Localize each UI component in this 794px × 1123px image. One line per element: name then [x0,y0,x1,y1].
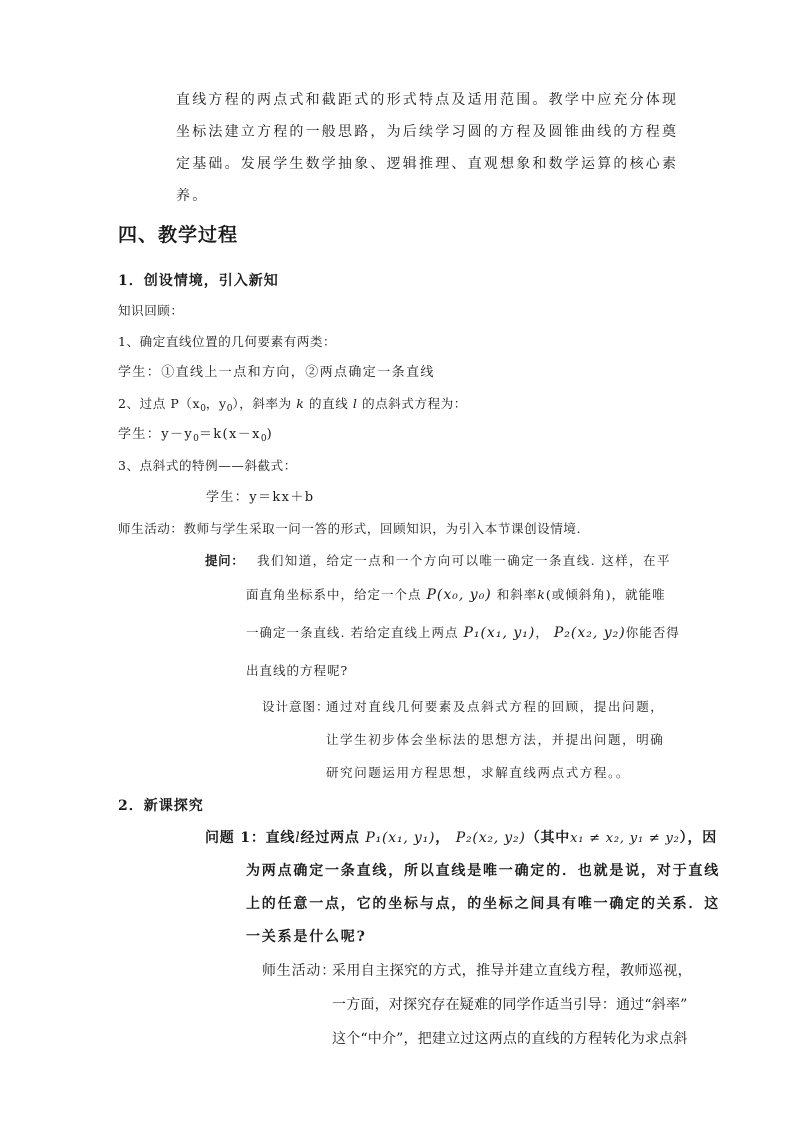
review-label: 知识回顾： [118,303,184,318]
ask-label: 提问： [205,553,245,568]
problem-1-line-1: 问题 1：直线l经过两点 P₁(x₁, y₁)， P₂(x₂, y₂)（其中x₁ ≠ x₂, y₁ ≠ y₂），因 [205,830,718,846]
teacher-student-activity: 师生活动：教师与学生采取一问一答的形式，回顾知识，为引入本节课创设情境. [118,521,582,536]
problem-1-line-3: 上的任意一点，它的坐标与点，的坐标之间具有唯一确定的关系．这 [246,896,720,912]
intro-line-2: 坐标法建立方程的一般思路，为后续学习圆的方程及圆锥曲线的方程奠 [176,124,679,140]
intro-line-1: 直线方程的两点式和截距式的形式特点及适用范围。教学中应充分体现 [176,92,679,108]
design-line-2: 让学生初步体会坐标法的思想方法，并提出问题，明确 [326,732,665,747]
ask-line-3: 一确定一条直线. 若给定直线上两点 P₁(x₁, y₁)， P₂(x₂, y₂)你能否得 [246,625,680,641]
point-p2-formula-2: P₂(x₂, y₂) [455,830,526,846]
review-answer-1: 学生：①直线上一点和方向，②两点确定一条直线 [118,365,435,380]
review-answer-3: 学生：y＝kx＋b [206,490,315,505]
point-p1-formula-2: P₁(x₁, y₁) [365,830,436,846]
review-question-1: 1、确定直线位置的几何要素有两类： [118,334,337,349]
activity-line-2: 一方面，对探究存在疑难的同学作适当引导：通过“斜率” [332,997,688,1013]
problem-1-line-4: 一关系是什么呢? [246,929,367,945]
activity-label: 师生活动： [262,963,336,979]
design-label: 设计意图： [262,699,330,714]
intro-line-4: 养。 [176,188,209,204]
ask-line-2: 面直角坐标系中，给定一个点 P(x₀, y₀) 和斜率k(或倾斜角)，就能唯 [246,587,666,603]
intro-line-3: 定基础。发展学生数学抽象、逻辑推理、直观想象和数学运算的核心素 [176,156,679,172]
point-p1-formula: P₁(x₁, y₁) [463,625,536,641]
part1-heading: 1．创设情境，引入新知 [118,273,279,289]
ask-line-4: 出直线的方程呢? [246,663,349,678]
design-line-3: 研究问题运用方程思想，求解直线两点式方程。。 [326,765,630,780]
review-question-2: 2、过点 $P(x_0$，$y_0$），斜率为 k 的直线 l 的点斜式方程为： [118,396,467,414]
ask-line-1: 我们知道，给定一点和一个方向可以唯一确定一条直线. 这样，在平 [257,553,671,568]
review-question-3: 3、点斜式的特例——斜截式： [118,458,297,473]
distinct-points-condition: x₁ ≠ x₂, y₁ ≠ y₂ [570,831,680,846]
point-p0-formula: P(x₀, y₀) [426,587,492,603]
design-line-1: 通过对直线几何要素及点斜式方程的回顾，提出问题， [326,699,665,714]
problem-1-line-2: 为两点确定一条直线，所以直线是唯一确定的．也就是说，对于直线 [246,863,720,879]
part2-heading: 2．新课探究 [118,798,204,814]
section-heading: 四、教学过程 [118,224,239,246]
review-answer-2: 学生：$y-y_0=k(x-x_0)$ [118,427,274,444]
point-p2-formula: P₂(x₂, y₂) [553,625,626,641]
activity-line-3: 这个“中介”，把建立过这两点的直线的方程转化为求点斜 [332,1031,688,1047]
activity-line-1: 采用自主探究的方式，推导并建立直线方程，教师巡视， [332,963,692,979]
